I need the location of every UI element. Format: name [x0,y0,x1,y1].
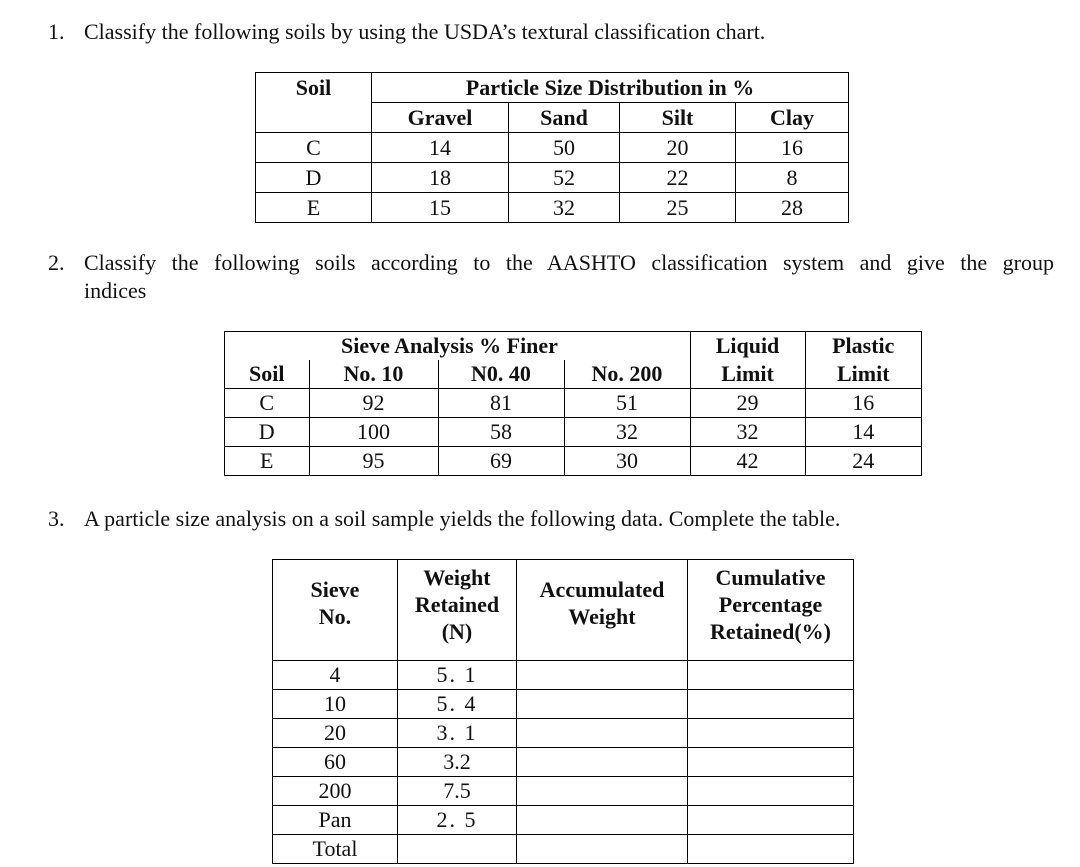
value-cell: 95 [309,447,438,476]
percentage-cell[interactable] [688,719,854,748]
soil-header: Soil [256,73,372,103]
soil-cell: C [225,389,310,418]
value-cell: 18 [372,163,509,193]
table-row [273,835,854,864]
value-cell: 81 [438,389,564,418]
question-1-text: Classify the following soils by using the USDA’s textural classification chart. [84,19,766,44]
question-2 [48,249,1058,305]
value-cell: 32 [690,418,805,447]
aashto-soil-table [224,331,922,476]
table-row [256,133,849,163]
col-no10: No. 10 [309,360,438,389]
value-cell: 32 [564,418,690,447]
value-cell: 15 [372,193,509,223]
soil-cell: D [256,163,372,193]
question-2-text-line1: Classify the following soils according to the AASHTO classification system and give the group [84,250,1054,275]
percentage-cell[interactable] [688,835,854,864]
particle-size-table [272,559,854,864]
liquid-limit-header-1: Liquid [690,332,805,361]
soil-cell: E [225,447,310,476]
table-row [256,193,849,223]
table-row [256,163,849,193]
soil-cell: C [256,133,372,163]
sieve-cell: 60 [273,748,398,777]
table-row [273,719,854,748]
table-row [225,447,922,476]
table-row [225,418,922,447]
value-cell: 22 [620,163,736,193]
question-2-number: 2. [48,250,65,275]
soil-cell: D [225,418,310,447]
question-2-text-line2: indices [84,278,147,303]
particle-size-header: Particle Size Distribution in % [372,73,849,103]
percentage-cell[interactable] [688,748,854,777]
value-cell: 16 [805,389,922,418]
accumulated-cell[interactable] [517,777,688,806]
weight-cell: 5. 4 [398,690,517,719]
table-row [273,690,854,719]
percentage-cell[interactable] [688,806,854,835]
plastic-limit-header-2: Limit [805,360,922,389]
weight-cell: 3.2 [398,748,517,777]
table-row [273,806,854,835]
value-cell: 51 [564,389,690,418]
col-no40: N0. 40 [438,360,564,389]
accumulated-cell[interactable] [517,748,688,777]
plastic-limit-header-1: Plastic [805,332,922,361]
accumulated-cell[interactable] [517,835,688,864]
value-cell: 28 [736,193,849,223]
col-gravel: Gravel [372,103,509,133]
value-cell: 42 [690,447,805,476]
col-no200: No. 200 [564,360,690,389]
value-cell: 50 [509,133,620,163]
sieve-no-header: Sieve No. [273,560,398,661]
value-cell: 20 [620,133,736,163]
question-3 [48,505,840,533]
value-cell: 24 [805,447,922,476]
weight-cell: 5. 1 [398,661,517,690]
value-cell: 16 [736,133,849,163]
value-cell: 52 [509,163,620,193]
question-3-number: 3. [48,506,65,531]
sieve-analysis-header: Sieve Analysis % Finer [309,332,564,361]
sieve-cell: 200 [273,777,398,806]
weight-cell: 2. 5 [398,806,517,835]
sieve-cell: 4 [273,661,398,690]
value-cell: 69 [438,447,564,476]
col-clay: Clay [736,103,849,133]
weight-retained-header: Weight Retained (N) [398,560,517,661]
value-cell: 58 [438,418,564,447]
soil-header: Soil [225,360,310,389]
table-row [273,748,854,777]
table-row [273,661,854,690]
percentage-cell[interactable] [688,661,854,690]
value-cell: 100 [309,418,438,447]
percentage-cell[interactable] [688,777,854,806]
value-cell: 92 [309,389,438,418]
sieve-cell: Total [273,835,398,864]
usda-soil-table [255,72,849,223]
table-row [273,777,854,806]
sieve-cell: Pan [273,806,398,835]
value-cell: 8 [736,163,849,193]
question-3-text: A particle size analysis on a soil sample yields the following data. Complete the table. [84,506,841,531]
accumulated-cell[interactable] [517,690,688,719]
table-row [225,389,922,418]
value-cell: 14 [372,133,509,163]
accumulated-cell[interactable] [517,806,688,835]
question-2-line2 [84,277,146,305]
weight-cell: 3. 1 [398,719,517,748]
value-cell: 30 [564,447,690,476]
cumulative-percentage-header: Cumulative Percentage Retained(%) [688,560,854,661]
accumulated-cell[interactable] [517,661,688,690]
liquid-limit-header-2: Limit [690,360,805,389]
sieve-cell: 20 [273,719,398,748]
question-1 [48,18,765,46]
value-cell: 29 [690,389,805,418]
value-cell: 25 [620,193,736,223]
percentage-cell[interactable] [688,690,854,719]
question-1-number: 1. [48,19,65,44]
soil-cell: E [256,193,372,223]
value-cell: 14 [805,418,922,447]
weight-cell [398,835,517,864]
accumulated-cell[interactable] [517,719,688,748]
sieve-cell: 10 [273,690,398,719]
col-sand: Sand [509,103,620,133]
col-silt: Silt [620,103,736,133]
value-cell: 32 [509,193,620,223]
weight-cell: 7.5 [398,777,517,806]
accumulated-weight-header: Accumulated Weight [517,560,688,661]
